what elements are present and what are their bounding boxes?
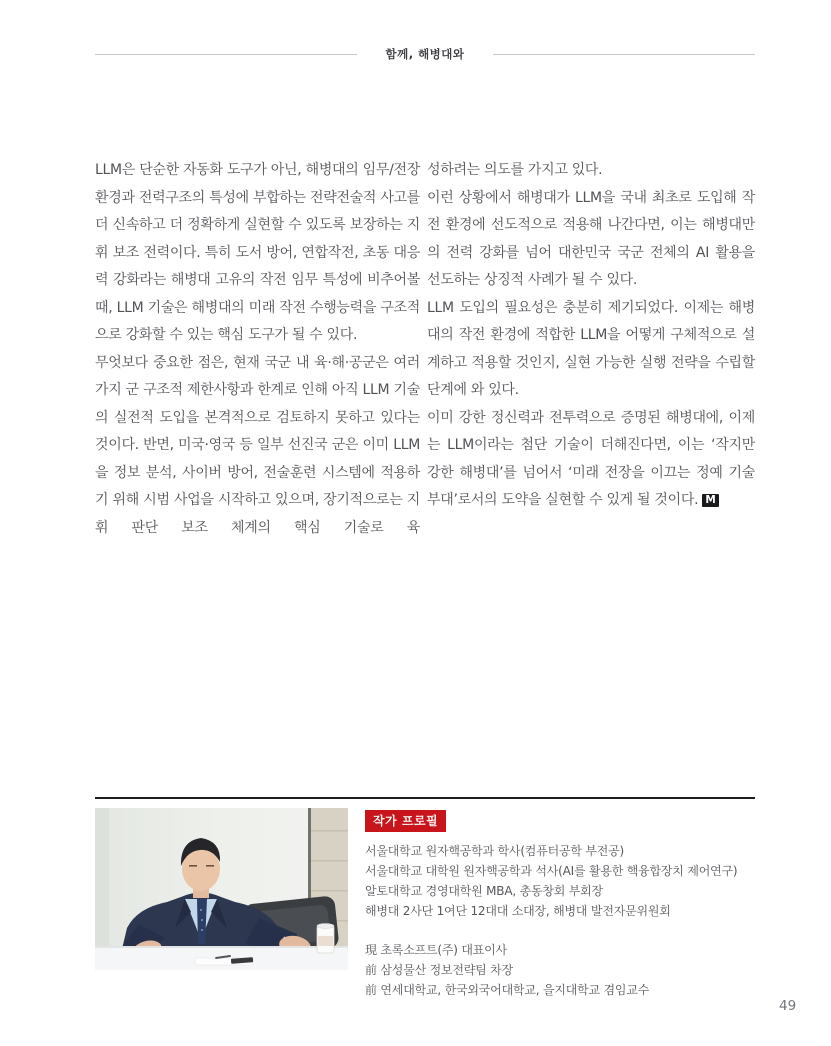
paragraph: LLM은 단순한 자동화 도구가 아닌, 해병대의 임무/전장 환경과 전력구조의 특성에 부합하는 전략전술적 사고를 더 신속하고 더 정확하게 실현할 수 있도록 보장하는 지휘 보조 전력이다. 특히 도서 방어, 연합작전, 초동 대응력 강화라는 해병대 고유의 작전 임무 특성에 비추어볼 때, LLM 기술은 해병대의 미래 작전 수행능력을 구조적으로 강화할 수 있는 핵심 도구가 될 수 있다. <box>95 162 420 343</box>
profile-education <box>365 841 757 921</box>
article-left-column <box>95 157 420 542</box>
profile-line: 前 삼성물산 정보전략팀 차장 <box>365 963 513 977</box>
author-profile <box>365 810 757 1000</box>
page-number: 49 <box>779 998 797 1014</box>
paragraph: 무엇보다 중요한 점은, 현재 국군 내 육·해·공군은 여러 가지 군 구조적 제한사항과 한계로 인해 아직 LLM 기술의 실전적 도입을 본격적으로 검토하지 못하고 있다는 것이다. 반면, 미국·영국 등 일부 선진국 군은 이미 LLM을 정보 분석, 사이버 방어, 전술훈련 시스템에 적용하기 위해 시범 사업을 시작하고 있으며, 장기적으로는 지휘 판단 보조 체계의 핵심 기술로 육 <box>95 354 420 536</box>
cup <box>317 924 334 953</box>
author-photo <box>95 808 348 970</box>
profile-spacer <box>365 921 757 940</box>
paragraph <box>427 405 755 515</box>
article-right-column <box>427 157 755 515</box>
profile-line: 서울대학교 대학원 원자핵공학과 석사(AI를 활용한 핵융합장치 제어연구) <box>365 864 738 878</box>
profile-section-divider <box>95 797 755 799</box>
section-title: 함께, 해병대와 <box>385 47 465 61</box>
paragraph: 이런 상황에서 해병대가 LLM을 국내 최초로 도입해 작전 환경에 선도적으로 적용해 나간다면, 이는 해병대만의 전력 강화를 넘어 대한민국 국군 전체의 AI 활용을 선도하는 상징적 사례가 될 수 있다. <box>427 189 755 288</box>
profile-line: 서울대학교 원자핵공학과 학사(컴퓨터공학 부전공) <box>365 844 625 858</box>
profile-badge: 작가 프로필 <box>365 810 446 832</box>
profile-career <box>365 940 757 1000</box>
profile-line: 해병대 2사단 1여단 12대대 소대장, 해병대 발전자문위원회 <box>365 904 671 918</box>
article-end-mark: M <box>702 494 718 507</box>
table <box>95 946 348 970</box>
paragraph-text: 이미 강한 정신력과 전투력으로 증명된 해병대에, 이제는 LLM이라는 첨단 기술이 더해진다면, 이는 ‘작지만 강한 해병대’를 넘어서 ‘미래 전장을 이끄는 정예 기술부대’로서의 도약을 실현할 수 있게 될 것이다. <box>427 409 755 508</box>
paragraph: LLM 도입의 필요성은 충분히 제기되었다. 이제는 해병대의 작전 환경에 적합한 LLM을 어떻게 구체적으로 설계하고 적용할 것인지, 실현 가능한 실행 전략을 수립할 단계에 와 있다. <box>427 299 755 398</box>
paragraph: 성하려는 의도를 가지고 있다. <box>427 162 603 178</box>
header-rule-right <box>493 54 755 55</box>
page-header <box>95 46 755 62</box>
profile-line: 前 연세대학교, 한국외국어대학교, 을지대학교 겸임교수 <box>365 983 650 997</box>
header-rule-left <box>95 54 357 55</box>
profile-line: 現 초록소프트(주) 대표이사 <box>365 943 507 957</box>
profile-line: 알토대학교 경영대학원 MBA, 총동창회 부회장 <box>365 884 603 898</box>
